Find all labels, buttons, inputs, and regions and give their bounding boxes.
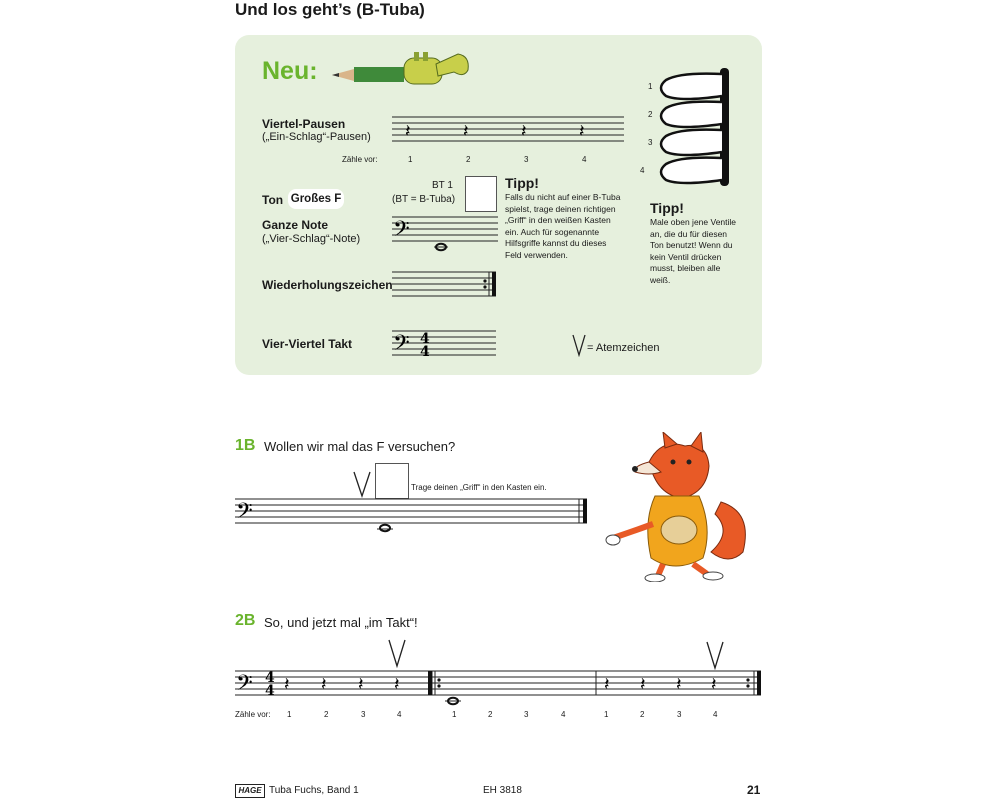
count-number: 4 <box>713 710 718 719</box>
bt-label: BT 1 <box>432 180 453 191</box>
count-number: 3 <box>361 710 366 719</box>
count-number: 1 <box>604 710 609 719</box>
section-2b-count-label: Zähle vor: <box>235 710 271 719</box>
viertel-pausen-staff <box>392 113 627 145</box>
valve-4[interactable] <box>661 158 722 183</box>
count-number: 4 <box>397 710 402 719</box>
ton-label: Ton <box>262 193 284 207</box>
count-number: 2 <box>324 710 329 719</box>
section-2b-number: 2B <box>235 612 256 629</box>
bass-clef: 𝄢 <box>393 331 410 359</box>
page-title: Und los geht’s (B-Tuba) <box>235 0 425 19</box>
bt-sublabel: (BT = B-Tuba) <box>392 194 456 205</box>
count-number: 3 <box>524 710 529 719</box>
tipp2-text: Male oben jene Ventile an, die du für diesen Ton benutzt! Wenn du kein Ventil drücken musst, bleiben alle weiß. <box>650 217 737 285</box>
time-signature-top: 4 <box>265 670 275 686</box>
time-signature-top: 4 <box>420 331 430 347</box>
quarter-rest: 𝄽 <box>521 121 527 142</box>
tipp2-title: Tipp! <box>650 200 684 216</box>
footer-code: EH 3818 <box>483 785 522 796</box>
section-2b-title: So, und jetzt mal „im Takt“! <box>264 615 418 630</box>
ganze-note-sublabel: („Vier-Schlag“-Note) <box>262 233 361 245</box>
time-signature-bottom: 4 <box>265 683 275 699</box>
quarter-rest: 𝄽 <box>640 674 646 695</box>
whole-note <box>380 525 390 531</box>
tipp1-title: Tipp! <box>505 175 539 191</box>
count-number: 2 <box>488 710 493 719</box>
count-label: Zähle vor: <box>342 155 378 164</box>
ganze-note-label: Ganze Note <box>262 218 329 232</box>
breath-mark-icon <box>707 642 723 668</box>
count-number: 2 <box>466 155 471 164</box>
valve-number: 3 <box>648 138 653 147</box>
repeat-staff <box>392 268 502 300</box>
takt-label: Vier-Viertel Takt <box>262 337 353 351</box>
count-number: 1 <box>408 155 413 164</box>
valve-diagram <box>640 66 740 190</box>
ton-badge: Großes F <box>288 189 344 209</box>
count-number: 2 <box>640 710 645 719</box>
quarter-rest: 𝄽 <box>711 674 717 695</box>
count-number: 1 <box>452 710 457 719</box>
quarter-rest: 𝄽 <box>394 674 400 695</box>
valve-number: 2 <box>648 110 653 119</box>
quarter-rest: 𝄽 <box>358 674 364 695</box>
quarter-rest: 𝄽 <box>284 674 290 695</box>
tipp1-text: Falls du nicht auf einer B-Tuba spielst, trage deinen richtigen „Griff“ in den weißen Kasten ein. Auch für sogenannte Hilfsgriffe kannst du dieses Feld verwenden. <box>505 192 621 260</box>
page-number: 21 <box>747 783 761 797</box>
valve-number: 1 <box>648 82 653 91</box>
pencil-tuba-illustration <box>330 48 475 88</box>
quarter-rest: 𝄽 <box>579 121 585 142</box>
breath-mark-icon <box>571 333 587 357</box>
time-signature-bottom: 4 <box>420 344 430 359</box>
quarter-rest: 𝄽 <box>463 121 469 142</box>
ganze-note-staff <box>392 212 502 254</box>
viertel-pausen-sublabel: („Ein-Schlag“-Pausen) <box>262 131 371 143</box>
repeat-bar <box>492 272 496 296</box>
wiederholung-label: Wiederholungszeichen <box>262 278 393 292</box>
bass-clef: 𝄢 <box>236 671 253 701</box>
bass-clef: 𝄢 <box>236 499 253 529</box>
count-number: 4 <box>582 155 587 164</box>
publisher-logo: HAGE <box>235 784 265 798</box>
valve-1[interactable] <box>661 74 722 99</box>
section-1b-hint: Trage deinen „Griff“ in den Kasten ein. <box>411 483 547 492</box>
quarter-rest: 𝄽 <box>321 674 327 695</box>
valve-2[interactable] <box>661 102 722 127</box>
takt-staff <box>392 327 502 359</box>
count-number: 4 <box>561 710 566 719</box>
valve-3[interactable] <box>661 130 722 155</box>
quarter-rest: 𝄽 <box>676 674 682 695</box>
griff-box[interactable] <box>465 176 497 212</box>
fox-tuba-illustration <box>603 432 763 582</box>
atemzeichen-label: = Atemzeichen <box>587 342 660 354</box>
viertel-pausen-label: Viertel-Pausen <box>262 117 346 131</box>
section-1b-number: 1B <box>235 437 256 454</box>
bass-clef: 𝄢 <box>393 217 410 247</box>
count-number: 3 <box>524 155 529 164</box>
count-number: 1 <box>287 710 292 719</box>
section-2b-staff <box>235 636 765 706</box>
section-1b-title: Wollen wir mal das F versuchen? <box>264 439 456 454</box>
quarter-rest: 𝄽 <box>405 121 411 142</box>
valve-number: 4 <box>640 166 645 175</box>
quarter-rest: 𝄽 <box>604 674 610 695</box>
count-number: 3 <box>677 710 682 719</box>
breath-mark-icon <box>389 640 405 666</box>
footer-book: Tuba Fuchs, Band 1 <box>269 785 359 796</box>
section-1b-staff <box>235 494 595 534</box>
neu-heading: Neu: <box>262 57 318 85</box>
